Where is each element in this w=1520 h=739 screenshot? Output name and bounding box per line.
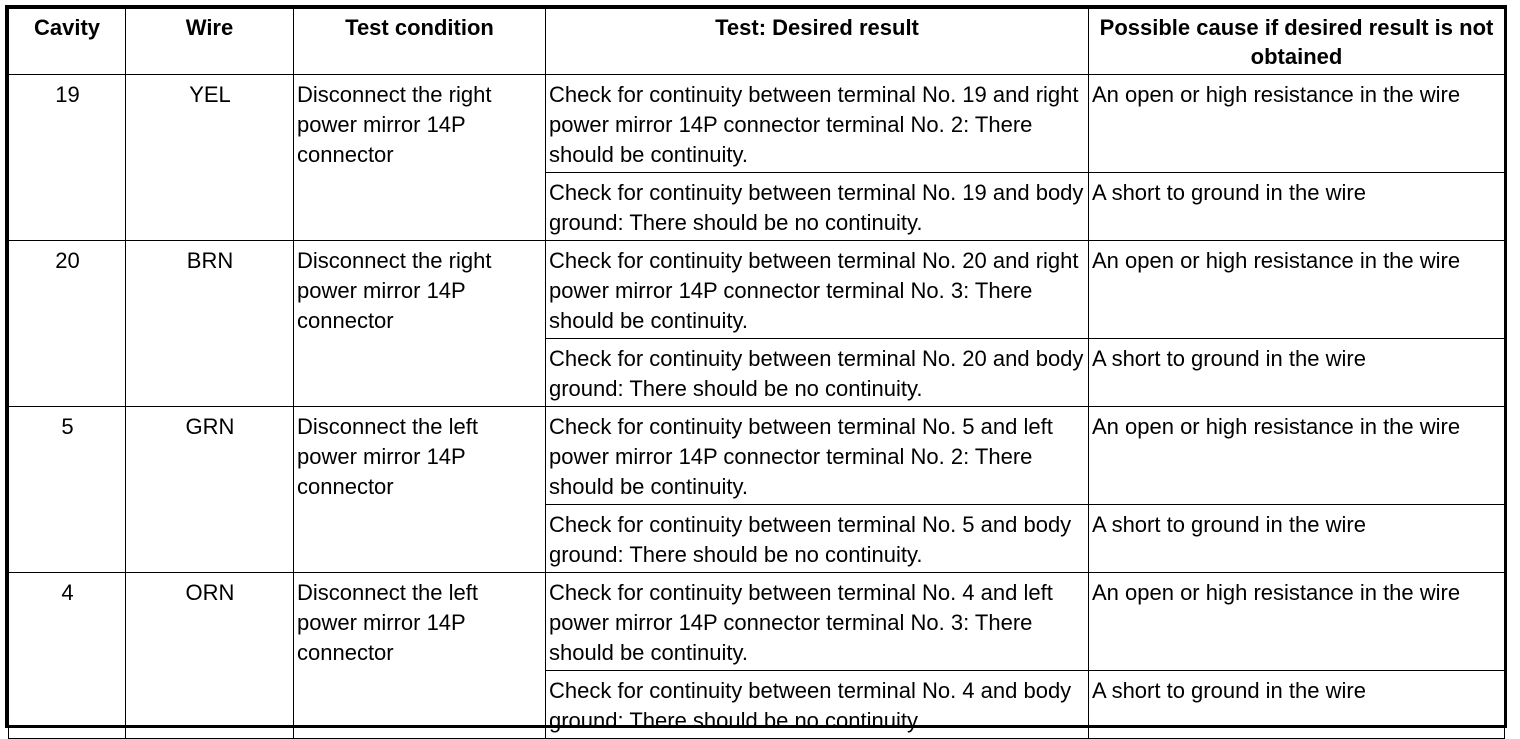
table-row (9, 241, 1505, 339)
test-condition-cell: Disconnect the right power mirror 14P connector (294, 241, 546, 407)
desired-result-cell: Check for continuity between terminal No. 5 and left power mirror 14P connector terminal No. 2: There should be continuity. (546, 407, 1089, 505)
cavity-cell: 5 (9, 407, 126, 573)
header-desired-result: Test: Desired result (546, 9, 1089, 75)
troubleshooting-table (8, 8, 1505, 739)
table-row (9, 573, 1505, 671)
possible-cause-cell: A short to ground in the wire (1089, 671, 1505, 739)
header-row (9, 9, 1505, 75)
cavity-cell: 4 (9, 573, 126, 739)
header-possible-cause: Possible cause if desired result is not obtained (1089, 9, 1505, 75)
possible-cause-cell: A short to ground in the wire (1089, 505, 1505, 573)
desired-result-cell: Check for continuity between terminal No. 4 and left power mirror 14P connector terminal No. 3: There should be continuity. (546, 573, 1089, 671)
troubleshooting-table-frame (5, 5, 1507, 733)
desired-result-cell: Check for continuity between terminal No. 20 and body ground: There should be no continuity. (546, 339, 1089, 407)
possible-cause-cell: An open or high resistance in the wire (1089, 241, 1505, 339)
wire-cell: YEL (126, 75, 294, 241)
test-condition-cell: Disconnect the left power mirror 14P connector (294, 407, 546, 573)
header-wire: Wire (126, 9, 294, 75)
test-condition-cell: Disconnect the left power mirror 14P connector (294, 573, 546, 739)
possible-cause-cell: An open or high resistance in the wire (1089, 75, 1505, 173)
test-condition-cell: Disconnect the right power mirror 14P connector (294, 75, 546, 241)
table-row (9, 407, 1505, 505)
cavity-cell: 20 (9, 241, 126, 407)
header-test-condition: Test condition (294, 9, 546, 75)
desired-result-cell: Check for continuity between terminal No. 20 and right power mirror 14P connector terminal No. 3: There should be continuity. (546, 241, 1089, 339)
possible-cause-cell: A short to ground in the wire (1089, 339, 1505, 407)
wire-cell: GRN (126, 407, 294, 573)
possible-cause-cell: An open or high resistance in the wire (1089, 407, 1505, 505)
desired-result-cell: Check for continuity between terminal No. 5 and body ground: There should be no continuity. (546, 505, 1089, 573)
cavity-cell: 19 (9, 75, 126, 241)
desired-result-cell: Check for continuity between terminal No. 4 and body ground: There should be no continuity. (546, 671, 1089, 739)
desired-result-cell: Check for continuity between terminal No. 19 and body ground: There should be no continuity. (546, 173, 1089, 241)
header-cavity: Cavity (9, 9, 126, 75)
table-row (9, 75, 1505, 173)
desired-result-cell: Check for continuity between terminal No. 19 and right power mirror 14P connector terminal No. 2: There should be continuity. (546, 75, 1089, 173)
wire-cell: ORN (126, 573, 294, 739)
possible-cause-cell: A short to ground in the wire (1089, 173, 1505, 241)
possible-cause-cell: An open or high resistance in the wire (1089, 573, 1505, 671)
wire-cell: BRN (126, 241, 294, 407)
